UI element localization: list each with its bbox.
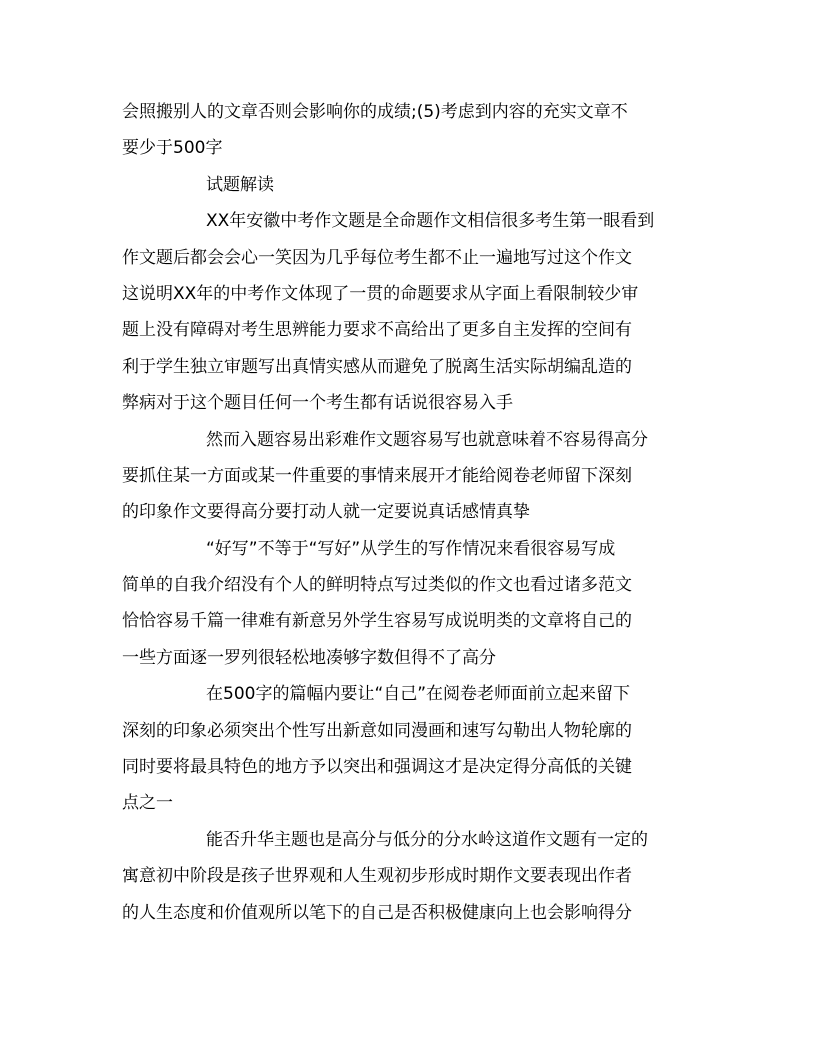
paragraph-first-line: “好写”不等于“写好”从学生的写作情况来看很容易写成	[206, 538, 616, 559]
text-line: 同时要将最具特色的地方予以突出和强调这才是决定得分高低的关键	[122, 757, 632, 778]
text-line: 弊病对于这个题目任何一个考生都有话说很容易入手	[122, 393, 513, 414]
text-line: 要少于500字	[122, 138, 223, 159]
paragraph-first-line: XX年安徽中考作文题是全命题作文相信很多考生第一眼看到	[206, 211, 655, 232]
text-line: 一些方面逐一罗列很轻松地凑够字数但得不了高分	[122, 647, 496, 668]
text-line: 恰恰容易千篇一律难有新意另外学生容易写成说明类的文章将自己的	[122, 611, 632, 632]
text-line: 点之一	[122, 793, 173, 814]
text-line: 作文题后都会会心一笑因为几乎每位考生都不止一遍地写过这个作文	[122, 247, 632, 268]
text-line: 简单的自我介绍没有个人的鲜明特点写过类似的作文也看过诸多范文	[122, 575, 632, 596]
document-body	[122, 94, 694, 931]
text-line: 要抓住某一方面或某一件重要的事情来展开才能给阅卷老师留下深刻	[122, 465, 632, 486]
text-line: 深刻的印象必须突出个性写出新意如同漫画和速写勾勒出人物轮廓的	[122, 720, 632, 741]
text-line: 会照搬别人的文章否则会影响你的成绩;(5)考虑到内容的充实文章不	[122, 102, 628, 122]
text-line: 的人生态度和价值观所以笔下的自己是否积极健康向上也会影响得分	[122, 902, 632, 923]
paragraph-first-line: 在500字的篇幅内要让“自己”在阅卷老师面前立起来留下	[206, 684, 631, 705]
text-line: 这说明XX年的中考作文体现了一贯的命题要求从字面上看限制较少审	[122, 283, 639, 304]
paragraph-first-line: 然而入题容易出彩难作文题容易写也就意味着不容易得高分	[206, 429, 648, 450]
paragraph-first-line: 能否升华主题也是高分与低分的分水岭这道作文题有一定的	[206, 829, 648, 850]
text-line: 利于学生独立审题写出真情实感从而避免了脱离生活实际胡编乱造的	[122, 356, 632, 377]
text-line: 寓意初中阶段是孩子世界观和人生观初步形成时期作文要表现出作者	[122, 866, 632, 887]
text-line: 题上没有障碍对考生思辨能力要求不高给出了更多自主发挥的空间有	[122, 320, 632, 341]
text-line: 的印象作文要得高分要打动人就一定要说真话感情真挚	[122, 502, 530, 523]
section-heading: 试题解读	[206, 174, 274, 195]
